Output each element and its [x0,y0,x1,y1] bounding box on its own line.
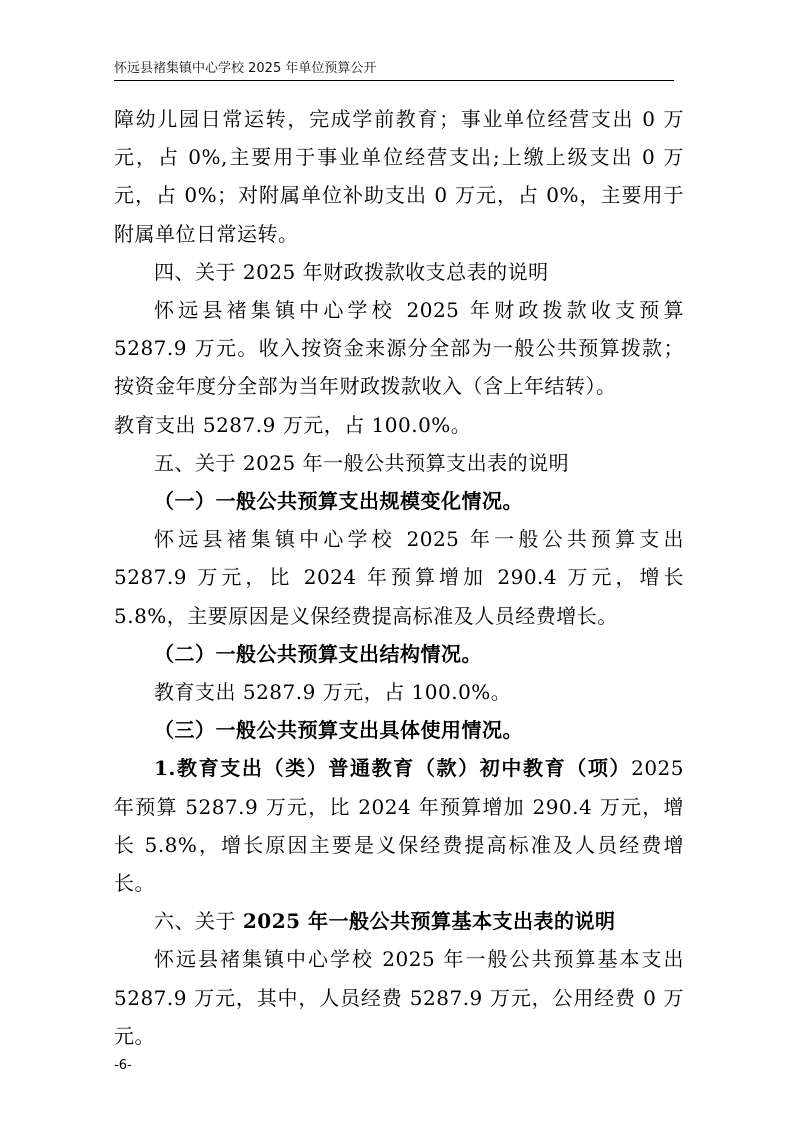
item-lead: 1.教育支出（类）普通教育（款）初中教育（项） [154,756,632,781]
subsection-heading-1: （一）一般公共预算支出规模变化情况。 [154,489,523,514]
section-heading-4: 四、关于 2025 年财政拨款收支总表的说明 [154,259,549,284]
running-header: 怀远县褚集镇中心学校 2025 年单位预算公开 [114,61,377,76]
paragraph: 教育支出 5287.9 万元，占 100.0%。 [114,412,472,437]
paragraph: 怀远县褚集镇中心学校 2025 年一般公共预算基本支出 5287.9 万元，其中，人员经费 5287.9 万元，公用经费 0 万元。 [114,947,684,1048]
item-paragraph [114,749,684,902]
paragraph: 教育支出 5287.9 万元，占 100.0%。 [154,680,512,705]
subsection-heading-2: （二）一般公共预算支出结构情况。 [154,641,482,666]
subsection-heading-3: （三）一般公共预算支出具体使用情况。 [154,718,523,743]
header-divider [114,80,674,81]
section-heading-5: 五、关于 2025 年一般公共预算支出表的说明 [154,450,570,475]
paragraph-continuation: 障幼儿园日常运转，完成学前教育；事业单位经营支出 0 万元，占 0%,主要用于事业单位经营支出;上缴上级支出 0 万元，占 0%；对附属单位补助支出 0 万元，占 0%，主要用于附属单位日常运转。 [114,107,684,246]
section-heading-6-prefix: 六、关于 [154,909,243,934]
item-text: 2025 年预算 5287.9 万元，比 2024 年预算增加 290.4 万元，增长 5.8%，增长原因主要是义保经费提高标准及人员经费增长。 [114,756,684,896]
section-heading-6-bold: 2025 年一般公共预算基本支出表的说明 [242,909,616,934]
document-body [114,100,684,1055]
paragraph: 怀远县褚集镇中心学校 2025 年一般公共预算支出 5287.9 万元，比 2024 年预算增加 290.4 万元，增长 5.8%，主要原因是义保经费提高标准及人员经费增长。 [114,527,684,628]
paragraph: 怀远县褚集镇中心学校 2025 年财政拨款收支预算 5287.9 万元。收入按资金来源分全部为一般公共预算拨款；按资金年度分全部为当年财政拨款收入（含上年结转）。 [114,298,684,399]
page-number: -6- [114,1058,132,1073]
section-heading-6 [114,902,684,940]
